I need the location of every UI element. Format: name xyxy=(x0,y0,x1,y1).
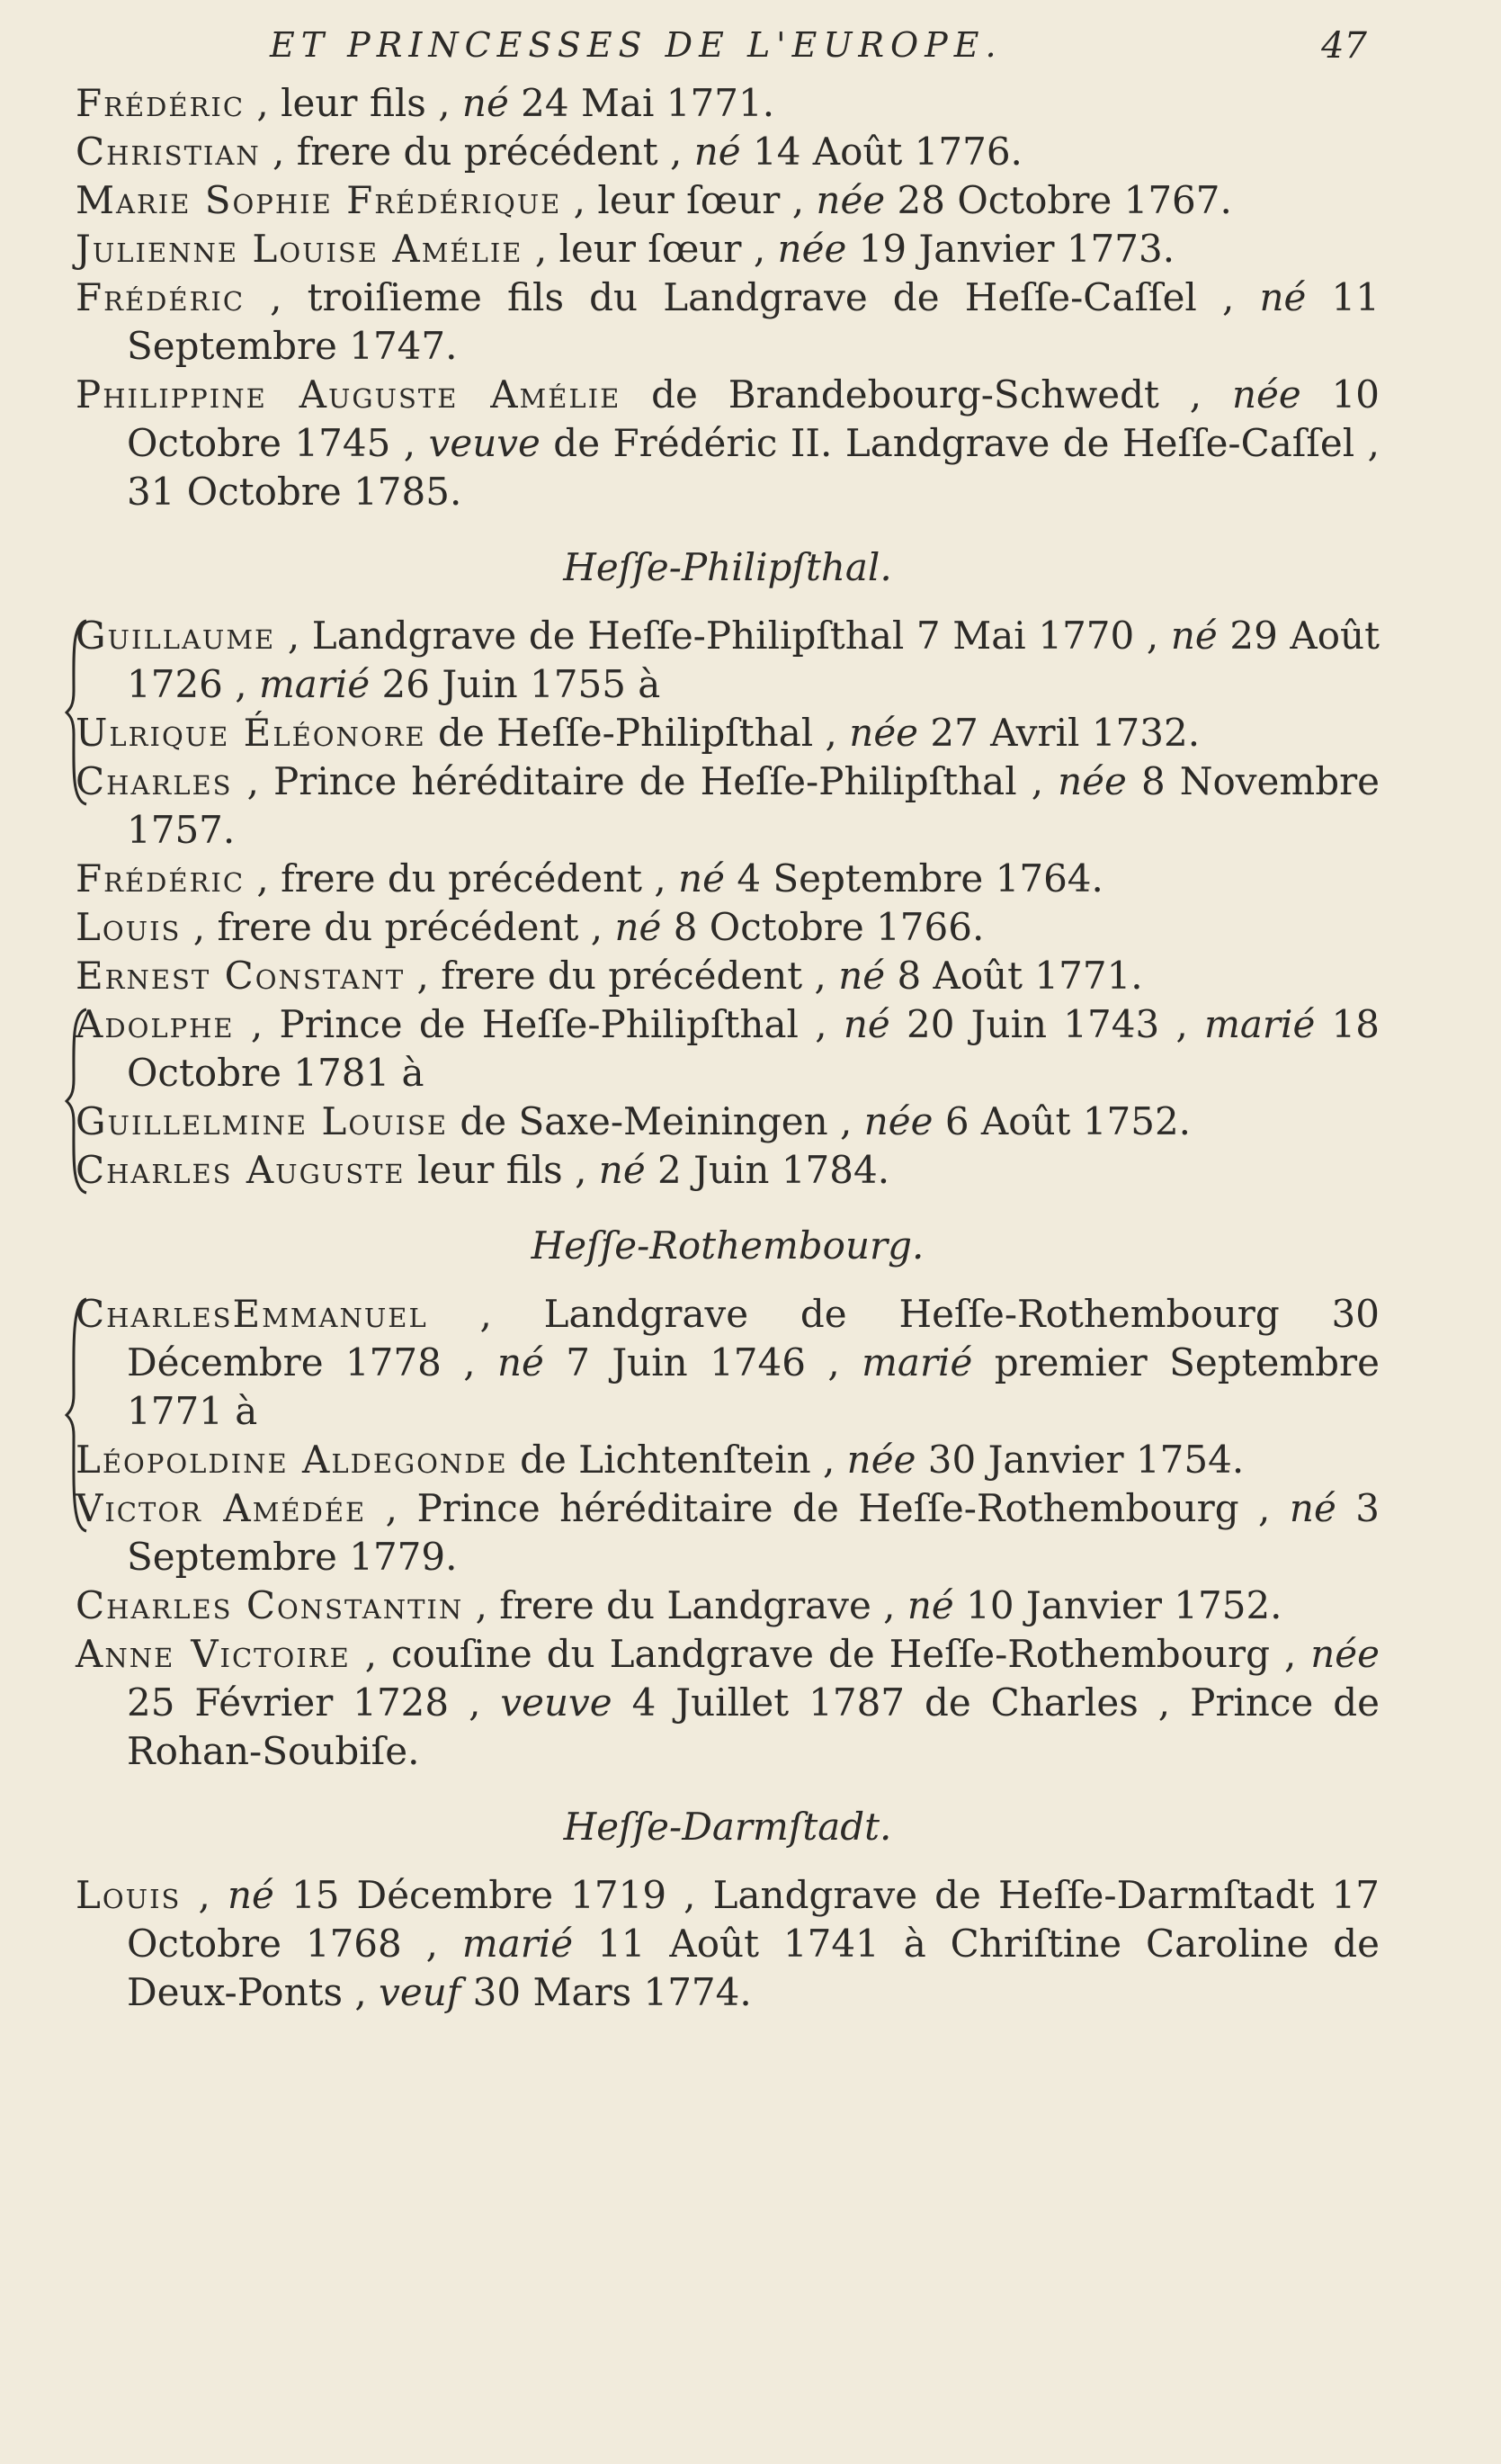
entry-philippine: Philippine Auguste Amélie de Brandebourg-Schwedt , née 10 Octobre 1745 , veuve de Frédéric II. Landgrave de Heſſe-Caſſel , 31 Octobre 1785. xyxy=(76,372,1380,514)
text-block xyxy=(76,79,1380,2017)
entry-charles-auguste: Charles Auguste leur fils , né 2 Juin 1784. xyxy=(76,1148,890,1192)
couple-adolphe xyxy=(76,1000,1380,1146)
entry-guillaume: Guillaume , Landgrave de Heſſe-Philipſthal 7 Mai 1770 , né 29 Août 1726 , marié 26 Juin 1755 à xyxy=(76,614,1380,706)
entry-adolphe: Adolphe , Prince de Heſſe-Philipſthal , né 20 Juin 1743 , marié 18 Octobre 1781 à xyxy=(76,1002,1380,1095)
entry-charles-constantin: Charles Constantin , frere du Landgrave , né 10 Janvier 1752. xyxy=(76,1583,1282,1627)
entry-julienne: Julienne Louise Amélie , leur ſœur , née 19 Janvier 1773. xyxy=(76,227,1175,271)
entry-guillelmine: Guillelmine Louise de Saxe-Meiningen , née 6 Août 1752. xyxy=(76,1099,1192,1143)
couple-guillaume xyxy=(76,612,1380,757)
entry-charles-hereditaire: Charles , Prince héréditaire de Heſſe-Philipſthal , née 8 Novembre 1757. xyxy=(76,759,1380,852)
entry-louis-darmstadt: Louis , né 15 Décembre 1719 , Landgrave de Heſſe-Darmſtadt 17 Octobre 1768 , marié 11 Août 1741 à Chriſtine Caroline de Deux-Ponts , veuf 30 Mars 1774. xyxy=(76,1873,1380,2014)
entry-ulrique: Ulrique Éléonore de Heſſe-Philipſthal , née 27 Avril 1732. xyxy=(76,711,1201,755)
entry-louis-philipsthal: Louis , frere du précédent , né 8 Octobre 1766. xyxy=(76,905,985,949)
page-header xyxy=(270,25,1367,68)
entry-ernest-constant: Ernest Constant , frere du précédent , né 8 Août 1771. xyxy=(76,954,1143,998)
section-heading-philipsthal: Heſſe-Philipſthal. xyxy=(563,545,892,589)
brace-icon xyxy=(65,1008,90,1195)
running-head: ET PRINCESSES DE L'EUROPE. xyxy=(270,25,1003,65)
entry-victor-amedee: Victor Amédée , Prince héréditaire de Heſſe-Rothembourg , né 3 Septembre 1779. xyxy=(76,1486,1380,1579)
section-heading-darmstadt: Heſſe-Darmſtadt. xyxy=(563,1805,892,1849)
entry-frederic-fils: Frédéric , leur fils , né 24 Mai 1771. xyxy=(76,81,775,125)
entry-marie-sophie: Marie Sophie Frédérique , leur ſœur , née 28 Octobre 1767. xyxy=(76,178,1232,222)
section-heading-rothembourg: Heſſe-Rothembourg. xyxy=(531,1223,925,1268)
brace-icon xyxy=(65,619,90,806)
couple-charles-emmanuel xyxy=(76,1290,1380,1484)
entry-charles-emmanuel: CharlesEmmanuel , Landgrave de Heſſe-Rothembourg 30 Décembre 1778 , né 7 Juin 1746 , marié premier Septembre 1771 à xyxy=(76,1292,1380,1433)
entry-frederic-3e-fils: Frédéric , troiſieme fils du Landgrave de Heſſe-Caſſel , né 11 Septembre 1747. xyxy=(76,275,1380,368)
entry-anne-victoire: Anne Victoire , couſine du Landgrave de Heſſe-Rothembourg , née 25 Février 1728 , veuve 4 Juillet 1787 de Charles , Prince de Rohan-Soubiſe. xyxy=(76,1632,1380,1773)
entry-frederic-philipsthal: Frédéric , frere du précédent , né 4 Septembre 1764. xyxy=(76,856,1103,900)
entry-leopoldine: Léopoldine Aldegonde de Lichtenſtein , née 30 Janvier 1754. xyxy=(76,1438,1245,1482)
page-number: 47 xyxy=(1321,25,1367,67)
brace-icon xyxy=(65,1297,90,1533)
entry-christian: Christian , frere du précédent , né 14 Août 1776. xyxy=(76,130,1023,174)
